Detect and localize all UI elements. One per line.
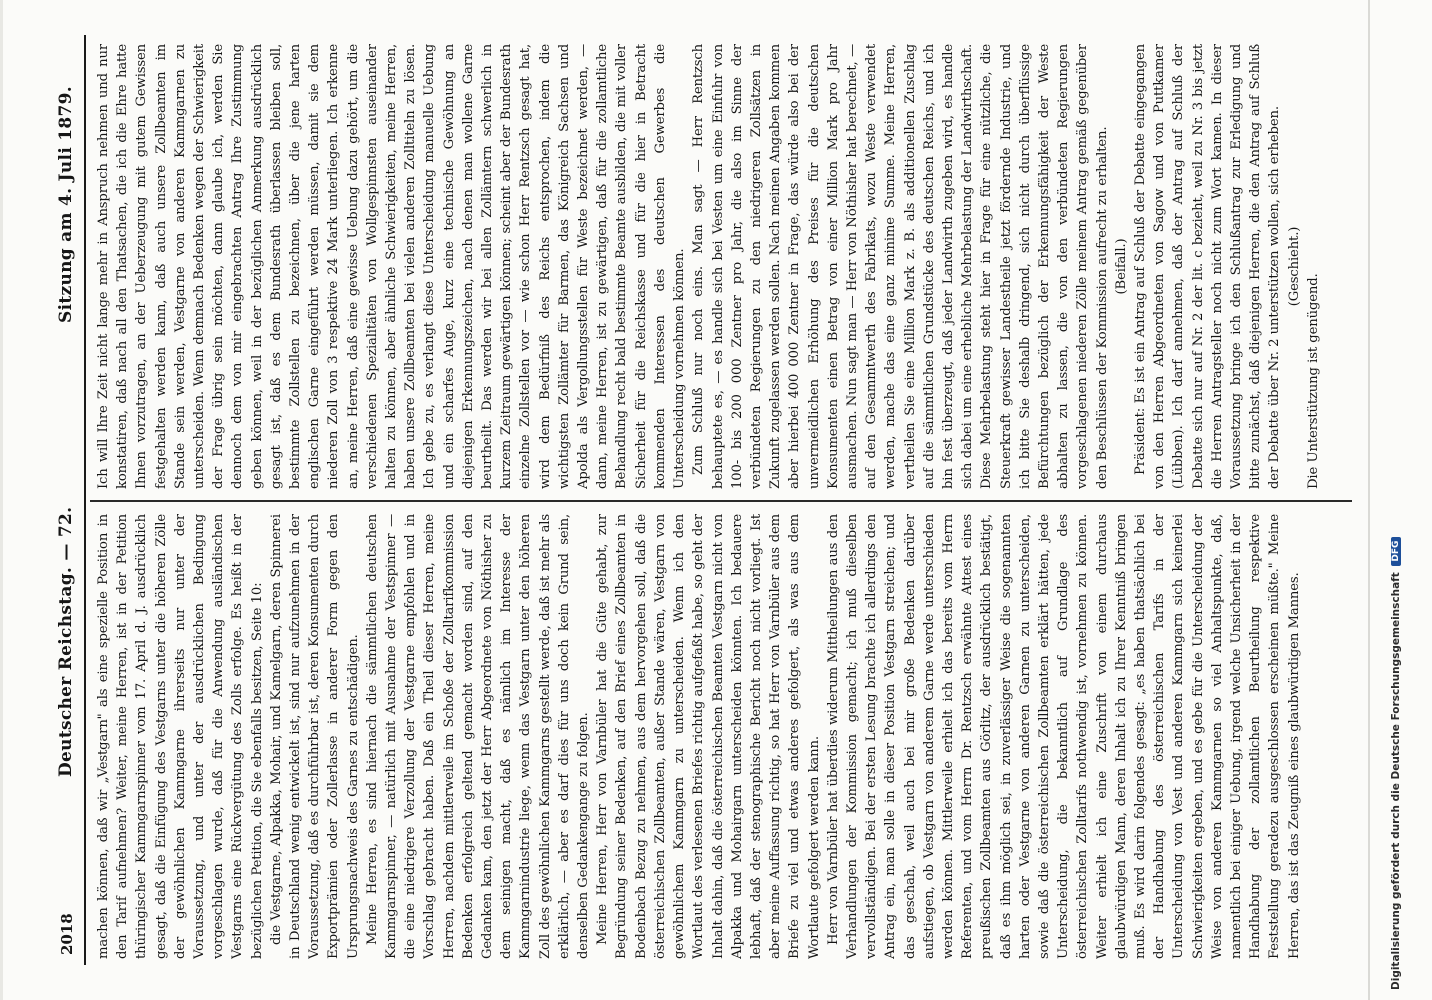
rotated-document — [50, 35, 1370, 965]
column-divider — [90, 500, 1352, 502]
header-rule — [84, 35, 86, 965]
paragraph: Herr von Varnbüler hat überdies widerum Mittheilungen aus den Verhandlungen der Kommission gemacht; ich muß dieselben vervollständigen. Bei der ersten Lesung brachte ich allerdings den Antrag ein, man solle in dieser Position Vestgarn streichen; und das geschah, weil auch bei mir große Bedenken darüber aufstiegen, ob Vestgarn von anderem Garne werde unterschieden werden können. Mittlerweile erhielt ich das bereits vom Herrn Referenten, und vom Herrn Dr. Rentzsch erwähnte Attest eines preußischen Zollbeamten aus Görlitz, der ausdrücklich bestätigt, daß es ihm möglich sei, in zuverlässiger Weise die sogenannten harten oder Vestgarne von anderen Garnen zu unterscheiden, sowie daß die österreichischen Zollbeamten erklärt hätten, jede Unterscheidung, die bekanntlich auf Grundlage des österreichischen Zolltarifs nothwendig ist, vornehmen zu können. Weiter erhielt ich eine Zuschrift von einem durchaus glaubwürdigen Mann, deren Inhalt ich zu Ihrer Kenntniß bringen muß. Es wird darin folgendes gesagt: „es haben thatsächlich bei der Handhabung des österreichischen Tarifs in der Unterscheidung von Vest und anderen Kammgarn sich keinerlei Schwierigkeiten ergeben, und es gebe für die Unterscheidung der Weise von anderen Kammgarnen so viel Anhaltspunkte, daß, namentlich bei einiger Uebung, irgend welche Unsicherheit in der Handhabung der zollamtlichen Beurtheilung respektive Feststellung geradezu ausgeschlossen erscheinen müßte." Meine Herren, das ist das Zeugniß eines glaubwürdigen Mannes. — [825, 514, 1302, 959]
scan-edge-left — [0, 0, 3, 1000]
president-paragraph: Präsident: Es ist ein Antrag auf Schluß der Debatte eingegangen von den Herren Abgeordneten von Sagow und von Puttkamer (Lübben). Ich darf annehmen, daß der Antrag auf Schluß der Debatte sich nur auf Nr. 2 der lit. c bezieht, weil zu Nr. 3 bis jetzt die Herren Antragsteller noch nicht zum Wort kamen. In dieser Voraussetzung bringe ich den Schlußantrag zur Erledigung und bitte zunächst, daß diejenigen Herren, die den Antrag auf Schluß der Debatte über Nr. 2 unterstützen wollen, sich erheben. — [1132, 44, 1283, 489]
action-note: (Geschieht.) — [1286, 226, 1302, 307]
paragraph: Meine Herren, es sind hiernach die sämmtlichen deutschen Kammgarnspinner, — natürlich mit Ausnahme der Vestspinner — die eine niedrigere Verzollung der Vestgarne empfohlen und in Vorschlag gebracht haben. Daß ein Theil dieser Herren, meine Herren, nachdem mittlerweile im Schoße der Zolltarifkommission Bedenken erfolgreich geltend gemacht worden sind, auf den Gedanken kam, den jetzt der Herr Abgeordnete von Nöthisher zu dem seinigen macht, daß es nämlich im Interesse der Kammgarnindustrie liege, wenn das Vestgarn unter den höheren Zoll des gewöhnlichen Kammgarns gestellt werde, daß ist mehr als erklärlich, — aber es darf dies für uns doch kein Grund sein, denselben Gedankengange zu folgen. — [364, 514, 592, 959]
paragraph: Ich will Ihre Zeit nicht lange mehr in Anspruch nehmen und nur konstatiren, daß nach all den Thatsachen, die ich die Ehre hatte Ihnen vorzutragen, an der Ueberzeugung mit gutem Gewissen festgehalten werden kann, daß auch unsere Zollbeamten im Stande sein werden, Vestgarne von anderen Kammgarnen zu unterscheiden. Wenn demnach Bedenken wegen der Schwierigkeit der Frage übrig sein möchten, dann glaube ich, werden Sie dennoch dem von mir eingebrachten Antrag Ihre Zustimmung geben können, weil in der bezüglichen Anmerkung ausdrücklich gesagt ist, daß es dem Bundesrath überlassen bleiben soll, bestimmte Zollstellen zu bezeichnen, über die jene harten englischen Garne eingeführt werden müssen, damit sie dem niederen Zoll von 3 respektive 24 Mark unterliegen. Ich erkenne an, meine Herren, daß eine gewisse Uebung dazu gehört, um die verschiedenen Spezialitäten von Wollgespinnsten auseinander halten zu können, aber ähnliche Schwierigkeiten, meine Herren, haben unsere Zollbeamten bei vielen anderen Zolltiteln zu lösen. Ich gebe zu, es verlangt diese Unterscheidung manuelle Uebung und ein scharfes Auge, kurz eine technische Gewöhnung an diejenigen Erkennungszeichen, nach denen man wollene Garne beurtheilt. Das werden wir bei allen Zollämtern schwerlich in kurzem Zeitraum gewärtigen können; scheint aber der Bundesrath einzelne Zollstellen vor — wie schon Herr Rentzsch gesagt hat, wird dem Bedürfniß des Reichs entsprochen, indem die wichtigsten Zollämter für Barmen, das Königreich Sachsen und Apolda als Vergollungsstellen für Weste bezeichnet werden, — dann, meine Herren, ist zu gewärtigen, daß für die zollamtliche Behandlung recht bald bestimmte Beamte ausbilden, die mit voller Sicherheit für die Reichskasse und für die hier in Betracht kommenden Interessen des deutschen Gewerbes die Unterscheidung vornehmen können. — [96, 44, 688, 489]
text-column-left — [94, 514, 1352, 959]
session-date: Sitzung am 4. Juli 1879. — [56, 85, 76, 323]
applause-note: (Beifall.) — [1113, 238, 1129, 295]
publication-title: Deutscher Reichstag. — 72. — [56, 506, 76, 777]
paragraph: Meine Herren, Herr von Varnbüler hat die Güte gehabt, zur Begründung seiner Bedenken, auf den Brief eines Zollbeamten in Bodenbach Bezug zu nehmen, aus dem hervorgehen soll, daß die österreichischen Zollbeamten, außer Stande wären, Vestgarn von gewöhnlichem Kammgarn zu unterscheiden. Wenn ich den Wortlaut des verlesenen Briefes richtig aufgefaßt habe, so geht der Inhalt dahin, daß die österreichischen Beamten Vestgarn nicht von Alpakka und Mohairgarn unterscheiden könnten. Ich bedauere lebhaft, daß der stenographische Bericht noch nicht vorliegt. Ist aber meine Auffassung richtig, so hat Herr von Varnbüler aus dem Briefe zu viel und etwas anderes gefolgert, als was aus dem Wortlaute gefolgert werden kann. — [595, 514, 822, 959]
credit-text: Digitalisierung gefördert durch die Deutsche Forschungsgemeinschaft — [1390, 572, 1402, 990]
page-number: 2018 — [58, 913, 76, 955]
page-header — [50, 35, 84, 965]
quoted-paragraph: die Vestgarne, Alpakka, Mohair, und Kamelgarn, deren Spinnerei in Deutschland wenig entwickelt ist, sind nur aufzunehmen in der Voraussetzung, daß es durchführbar ist, deren Konsumenten durch Exportprämien oder Zollerlasse in anderer Form gegen den Ursprungsnachweis des Garnes zu entschädigen. — [268, 514, 361, 959]
dfg-logo-icon: DFG — [1391, 537, 1401, 566]
text-column-right — [94, 44, 1352, 489]
paragraph: Die Unterstützung ist genügend. — [1305, 273, 1321, 489]
paragraph: Zum Schluß nur noch eins. Man sagt — Herr Rentzsch behauptete es, — es handle sich bei Vesten um eine Einfuhr von 100- bis 200 000 Zentner pro Jahr, die also im Sinne der verbündeten Regierungen zu den niedrigeren Zollsätzen in Zukunft zugelassen werden sollen. Nach meinen Angaben kommen aber hierbei 400 000 Zentner in Frage, das würde also bei der unvermeidlichen Erhöhung des Preises für die deutschen Konsumenten einen Betrag von einer Million Mark pro Jahr ausmachen. Nun sagt man — Herr von Nöthisher hat berechnet, — auf den Gesammtwerth des Fabrikats, wozu Weste verwendet werden, mache das eine ganz minime Summe. Meine Herren, vertheilen Sie eine Million Mark z. B. als additionellen Zuschlag auf die sämmtlichen Grundstücke des deutschen Reichs, und ich bin fest überzeugt, daß jeder Landwirth zugeben wird, es handle sich dabei um eine erhebliche Mehrbelastung der Landwirthschaft. Diese Mehrbelastung steht hier in Frage für eine nützliche, die Steuerkraft gewisser Landestheile jetzt fördernde Industrie, und ich bitte Sie deshalb dringend, sich nicht durch überflüssige Befürchtungen bezüglich der Erkennungsfähigkeit der Weste abhalten zu lassen, die von den verbündeten Regierungen vorgeschlagenen niederen Zölle meinem Antrag gemäß gegenüber den Beschlüssen der Kommission aufrecht zu erhalten. — [691, 44, 1110, 489]
paragraph: machen können, daß wir „Vestgarn" als eine spezielle Position in den Tarif aufnehmen? Weiter, meine Herren, ist in der Petition thüringischer Kammgarnspinner vom 17. April d. J. ausdrücklich gesagt, daß die Einfügung des Vestgarns unter die höheren Zölle der gewöhnlichen Kammgarne ihrerseits nur unter der Voraussetzung, und unter der ausdrücklichen Bedingung vorgeschlagen wurde, daß für die Anwendung ausländischen Vestgarns eine Rückvergütung des Zolls erfolge. Es heißt in der bezüglichen Petition, die Sie ebenfalls besitzen, Seite 10: — [96, 514, 265, 959]
digitization-credit — [1390, 20, 1402, 990]
